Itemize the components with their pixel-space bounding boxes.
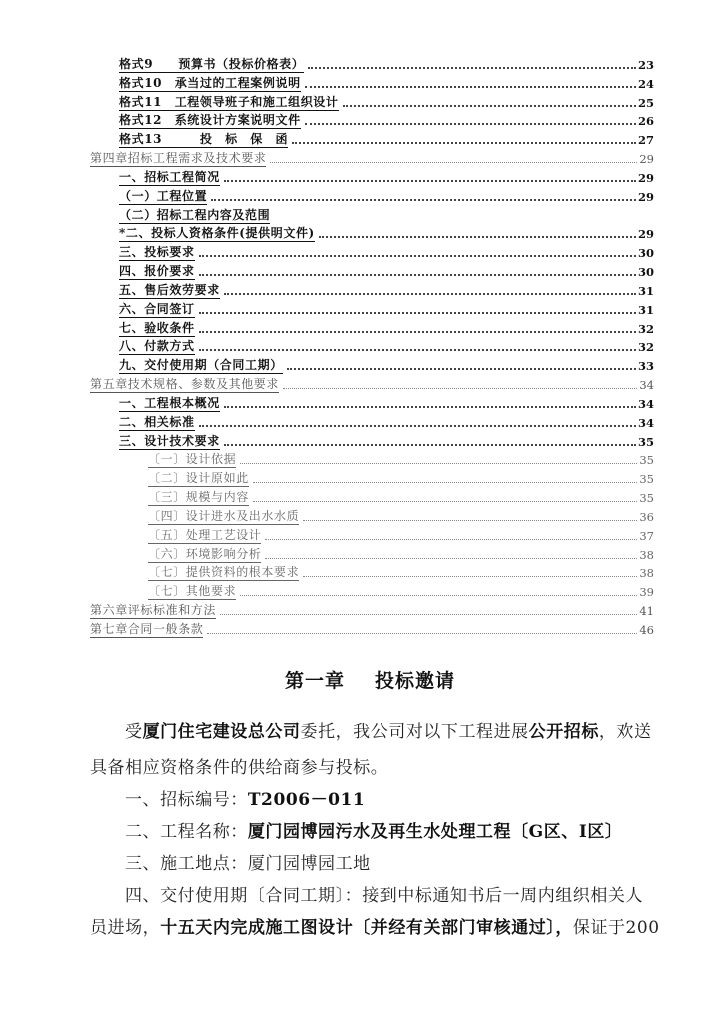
toc-page-number: 32 — [637, 340, 654, 355]
toc-entry[interactable] — [119, 413, 654, 431]
toc-entry[interactable] — [119, 262, 654, 280]
toc-leader-dots — [224, 293, 636, 295]
toc-entry[interactable] — [119, 224, 654, 242]
text: 委托，我公司对以下工程进展 — [300, 722, 529, 742]
toc-leader-dots — [199, 425, 636, 427]
toc-entry-label[interactable]: 〔五〕处理工艺设计 — [148, 527, 262, 542]
toc-leader-dots — [220, 614, 637, 615]
toc-page-number: 30 — [637, 246, 654, 261]
toc-leader-dots — [211, 199, 636, 201]
toc-entry[interactable] — [119, 243, 654, 261]
toc-entry-label[interactable]: 〔四〕设计进水及出水水质 — [148, 508, 300, 523]
toc-page-number: 38 — [639, 547, 654, 562]
paragraph-line — [125, 853, 371, 875]
toc-page-number: 31 — [637, 302, 654, 317]
toc-entry[interactable] — [119, 300, 654, 318]
toc-leader-dots — [224, 444, 636, 446]
toc-leader-dots — [265, 558, 637, 559]
text: 二、工程名称： — [125, 822, 248, 842]
toc-entry[interactable] — [90, 375, 654, 393]
toc-page-number: 46 — [639, 622, 654, 637]
toc-entry[interactable] — [119, 206, 654, 224]
toc-entry-label[interactable]: 〔六〕环境影响分析 — [148, 546, 262, 561]
chapter-heading: 投标邀请 — [375, 670, 456, 692]
toc-page-number: 35 — [639, 453, 654, 468]
paragraph-line — [125, 885, 643, 907]
bold-text: 公开招标 — [528, 722, 599, 742]
toc-entry-label[interactable]: 〔二〕设计原如此 — [148, 471, 249, 486]
chapter-number: 第一章 — [284, 670, 345, 692]
toc-entry-label[interactable]: 八、付款方式 — [119, 339, 195, 354]
toc-entry[interactable] — [119, 319, 654, 337]
toc-page-number: 29 — [637, 170, 654, 185]
toc-page-number: 34 — [639, 378, 654, 393]
paragraph-line — [125, 721, 652, 743]
toc-leader-dots — [199, 312, 636, 314]
toc-leader-dots — [287, 368, 636, 370]
toc-leader-dots — [270, 162, 637, 163]
text: 具备相应资格条件的供给商参与投标。 — [90, 758, 389, 778]
toc-entry[interactable] — [119, 55, 654, 73]
toc-entry[interactable] — [148, 488, 654, 506]
toc-entry-label[interactable]: （二）招标工程内容及范围 — [119, 207, 271, 222]
text: ，欢送 — [598, 722, 652, 742]
toc-leader-dots — [253, 501, 638, 502]
toc-page-number: 36 — [639, 509, 654, 524]
toc-entry-label[interactable]: 六、合同签订 — [119, 301, 195, 316]
toc-page-number: 33 — [637, 359, 654, 374]
toc-leader-dots — [308, 67, 636, 69]
toc-leader-dots — [319, 236, 636, 238]
toc-entry[interactable] — [119, 111, 654, 129]
toc-leader-dots — [240, 463, 637, 464]
toc-page-number: 35 — [639, 491, 654, 506]
toc-entry[interactable] — [148, 545, 654, 563]
toc-leader-dots — [207, 633, 637, 634]
toc-entry-label[interactable]: 七、验收条件 — [119, 320, 195, 335]
toc-entry[interactable] — [90, 601, 654, 619]
toc-leader-dots — [253, 482, 638, 483]
toc-entry-label[interactable]: 格式11 工程领导班子和施工组织设计 — [119, 94, 339, 109]
toc-leader-dots — [199, 274, 636, 276]
toc-leader-dots — [199, 349, 636, 351]
toc-entry[interactable] — [148, 450, 654, 468]
bold-text: 十五天内完成施工图设计〔并经有关部门审核通过〕， — [160, 918, 573, 938]
toc-entry-label[interactable]: （一）工程位置 — [119, 188, 208, 203]
toc-leader-dots — [199, 331, 636, 333]
toc-entry[interactable] — [119, 187, 654, 205]
toc-page-number: 41 — [639, 604, 654, 619]
toc-entry-label[interactable]: 二、相关标准 — [119, 414, 195, 429]
toc-entry-label[interactable]: *二、投标人资格条件(提供明文件) — [119, 226, 315, 241]
toc-entry[interactable] — [148, 507, 654, 525]
toc-leader-dots — [303, 520, 637, 521]
bold-text: 厦门园博园污水及再生水处理工程〔G区、I区〕 — [247, 822, 623, 842]
toc-entry[interactable] — [148, 469, 654, 487]
toc-entry-label[interactable]: 五、售后效劳要求 — [119, 282, 220, 297]
toc-entry-label[interactable]: 九、交付使用期（合同工期） — [119, 358, 283, 373]
text: 一、招标编号： — [125, 790, 248, 810]
paragraph-line — [125, 789, 365, 811]
toc-entry-label[interactable]: 一、招标工程简况 — [119, 169, 220, 184]
toc-entry[interactable] — [119, 356, 654, 374]
toc-leader-dots — [305, 86, 636, 88]
toc-page-number: 32 — [637, 321, 654, 336]
paragraph-line — [90, 917, 660, 939]
toc-entry[interactable] — [119, 74, 654, 92]
toc-page-number: 26 — [637, 114, 654, 129]
toc-page-number: 25 — [637, 95, 654, 110]
toc-leader-dots — [265, 539, 637, 540]
toc-leader-dots — [305, 123, 636, 125]
toc-entry[interactable] — [119, 394, 654, 412]
toc-entry-label[interactable]: 三、投标要求 — [119, 245, 195, 260]
toc-entry-label[interactable]: 〔七〕提供资料的根本要求 — [148, 565, 300, 580]
toc-entry[interactable] — [90, 149, 654, 167]
toc-page-number: 35 — [637, 434, 654, 449]
toc-entry-label[interactable]: 〔一〕设计依据 — [148, 452, 237, 467]
toc-entry[interactable] — [119, 337, 654, 355]
toc-entry[interactable] — [119, 432, 654, 450]
toc-entry-label[interactable]: 格式12 系统设计方案说明文件 — [119, 113, 301, 128]
toc-entry-label[interactable]: 四、报价要求 — [119, 264, 195, 279]
toc-page-number: 34 — [637, 415, 654, 430]
toc-entry[interactable] — [148, 582, 654, 600]
toc-entry[interactable] — [119, 168, 654, 186]
text: 受 — [125, 722, 143, 742]
toc-leader-dots — [283, 388, 637, 389]
toc-entry-label[interactable]: 〔七〕其他要求 — [148, 584, 237, 599]
toc-leader-dots — [303, 576, 637, 577]
toc-leader-dots — [224, 406, 636, 408]
paragraph-line — [125, 821, 622, 843]
bold-text: T2006－011 — [247, 790, 366, 810]
toc-entry[interactable] — [119, 93, 654, 111]
chapter-title — [0, 666, 720, 693]
toc-page-number: 24 — [637, 76, 654, 91]
toc-page-number: 34 — [637, 396, 654, 411]
toc-page-number: 38 — [639, 566, 654, 581]
toc-entry[interactable] — [119, 281, 654, 299]
toc-entry-label[interactable]: 第四章招标工程需求及技术要求 — [90, 151, 267, 166]
toc-entry[interactable] — [148, 563, 654, 581]
toc-page-number: 27 — [637, 133, 654, 148]
toc-entry-label[interactable]: 第七章合同一般条款 — [90, 621, 204, 636]
toc-entry-label[interactable]: 第五章技术规格、参数及其他要求 — [90, 377, 280, 392]
toc-page-number: 30 — [637, 265, 654, 280]
toc-page-number: 23 — [637, 58, 654, 72]
toc-entry-label[interactable]: 格式9 预算书（投标价格表） — [119, 57, 305, 71]
toc-leader-dots — [343, 105, 636, 107]
toc-entry[interactable] — [148, 526, 654, 544]
toc-entry-label[interactable]: 第六章评标标准和方法 — [90, 603, 217, 618]
text: 员进场， — [90, 918, 161, 938]
text: 保证于200 — [572, 918, 660, 938]
toc-leader-dots — [224, 180, 636, 182]
toc-page-number: 29 — [637, 227, 654, 242]
text: 三、施工地点：厦门园博园工地 — [125, 854, 371, 874]
toc-page-number: 35 — [639, 472, 654, 487]
text: 四、交付使用期〔合同工期〕：接到中标通知书后一周内组织相关人 — [125, 886, 643, 906]
toc-entry-label[interactable]: 三、设计技术要求 — [119, 433, 220, 448]
toc-page-number: 31 — [637, 283, 654, 298]
toc-page-number: 37 — [639, 528, 654, 543]
toc-entry-label[interactable]: 格式13 投 标 保 函 — [119, 132, 289, 147]
toc-page-number: 29 — [637, 189, 654, 204]
toc-page-number: 29 — [639, 152, 654, 167]
toc-leader-dots — [292, 142, 636, 144]
toc-page-number: 39 — [639, 585, 654, 600]
bold-text: 厦门住宅建设总公司 — [142, 722, 301, 742]
toc-leader-dots — [240, 595, 637, 596]
toc-entry-label[interactable]: 格式10 承当过的工程案例说明 — [119, 75, 301, 90]
toc-entry-label[interactable]: 〔三〕规模与内容 — [148, 490, 249, 505]
toc-entry[interactable] — [119, 130, 654, 148]
toc-entry-label[interactable]: 一、工程根本概况 — [119, 395, 220, 410]
toc-leader-dots — [199, 255, 636, 257]
toc-entry[interactable] — [90, 620, 654, 638]
paragraph-line — [90, 757, 388, 779]
